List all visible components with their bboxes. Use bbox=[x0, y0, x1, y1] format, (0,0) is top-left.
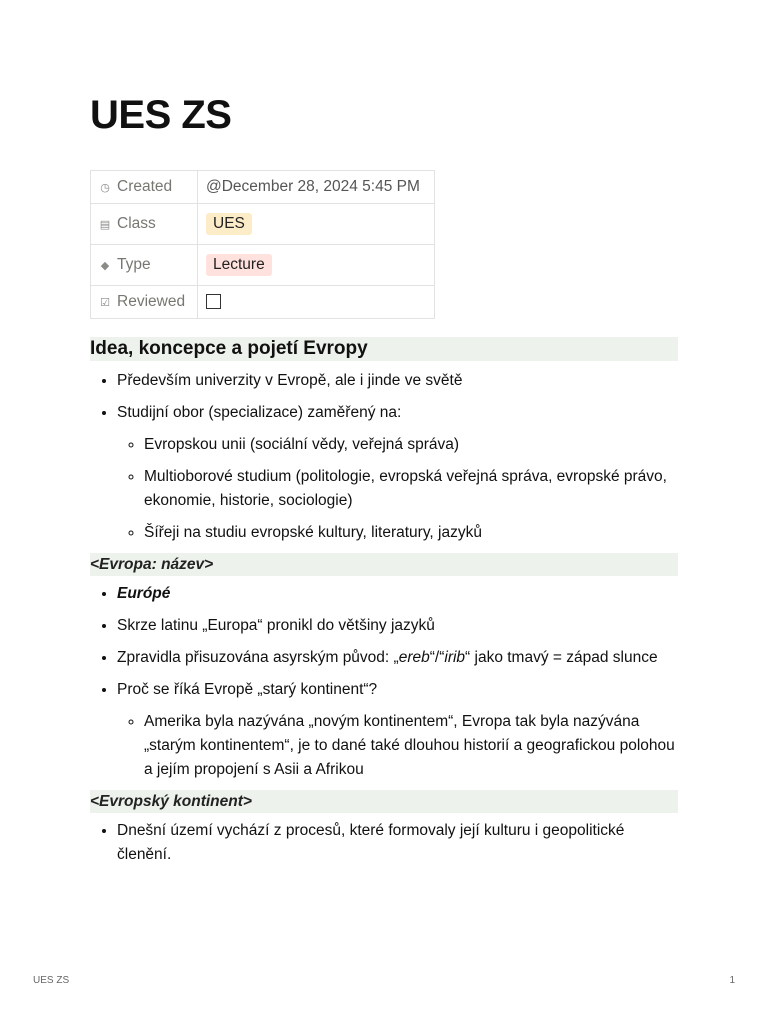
footer-title: UES ZS bbox=[33, 975, 70, 986]
reviewed-checkbox[interactable] bbox=[206, 294, 221, 309]
text-part: “ jako tmavý = západ slunce bbox=[465, 649, 658, 666]
page-title: UES ZS bbox=[90, 93, 232, 137]
italic-term: irib bbox=[444, 649, 466, 666]
sub-list-item: ◦ Multioborové studium (politologie, evropská veřejná správa, evropské právo, ekonomie, historie, sociologie) bbox=[144, 465, 678, 513]
subsection-heading: <Evropský kontinent> bbox=[90, 790, 678, 813]
sub-list bbox=[117, 433, 678, 545]
sub-list bbox=[117, 710, 678, 782]
property-name bbox=[91, 286, 198, 319]
property-type bbox=[91, 245, 435, 286]
property-created bbox=[91, 171, 435, 204]
list-item: • Skrze latinu „Europa“ pronikl do většiny jazyků bbox=[117, 614, 678, 638]
reviewed-value bbox=[198, 286, 435, 319]
sub-list-item: ◦ Šířeji na studiu evropské kultury, literatury, jazyků bbox=[144, 521, 678, 545]
sub-list-item: ◦ Amerika byla nazývána „novým kontinentem“, Evropa tak byla nazývána „starým kontinentem“, je to dané také dlouhou historií a geografickou polohou a jejím propojení s Asii a Afrikou bbox=[144, 710, 678, 782]
bullet-list bbox=[90, 819, 678, 867]
property-label: Created bbox=[117, 178, 173, 195]
type-tag[interactable]: Lecture bbox=[206, 254, 272, 276]
bullet-list bbox=[90, 369, 678, 545]
created-value[interactable]: @December 28, 2024 5:45 PM bbox=[198, 171, 435, 204]
text-part: Zpravidla přisuzována asyrským původ: „ bbox=[117, 649, 399, 666]
property-reviewed bbox=[91, 286, 435, 319]
list-item bbox=[117, 401, 678, 545]
text-part: “/“ bbox=[429, 649, 445, 666]
list-item: • Dnešní území vychází z procesů, které formovaly její kulturu i geopolitické členění. bbox=[117, 819, 678, 867]
property-class bbox=[91, 204, 435, 245]
sub-list-item: ◦ Evropskou unii (sociální vědy, veřejná správa) bbox=[144, 433, 678, 457]
document-icon: ▤ bbox=[99, 219, 111, 231]
list-item bbox=[117, 646, 678, 670]
class-value[interactable] bbox=[198, 204, 435, 245]
property-label: Reviewed bbox=[117, 293, 186, 310]
bullet-list bbox=[90, 582, 678, 782]
bold-term: Európé bbox=[117, 585, 171, 602]
page-content bbox=[90, 337, 678, 875]
subsection-heading: <Evropa: název> bbox=[90, 553, 678, 576]
properties-table bbox=[90, 170, 435, 319]
list-item: • Především univerzity v Evropě, ale i jinde ve světě bbox=[117, 369, 678, 393]
property-name bbox=[91, 245, 198, 286]
property-name bbox=[91, 171, 198, 204]
clock-icon: ◷ bbox=[100, 182, 110, 194]
list-item-text: Proč se říká Evropě „starý kontinent“? bbox=[117, 681, 378, 698]
property-label: Type bbox=[117, 256, 151, 273]
class-tag[interactable]: UES bbox=[206, 213, 252, 235]
property-label: Class bbox=[117, 215, 156, 232]
checkbox-icon: ☑ bbox=[100, 297, 110, 309]
type-value[interactable] bbox=[198, 245, 435, 286]
tag-icon: ◆ bbox=[100, 260, 110, 272]
list-item bbox=[117, 582, 678, 606]
section-heading: Idea, koncepce a pojetí Evropy bbox=[90, 337, 678, 361]
italic-term: ereb bbox=[398, 649, 430, 666]
list-item bbox=[117, 678, 678, 782]
property-name bbox=[91, 204, 198, 245]
page-number: 1 bbox=[729, 975, 735, 986]
list-item-text: Studijní obor (specializace) zaměřený na: bbox=[117, 404, 402, 421]
